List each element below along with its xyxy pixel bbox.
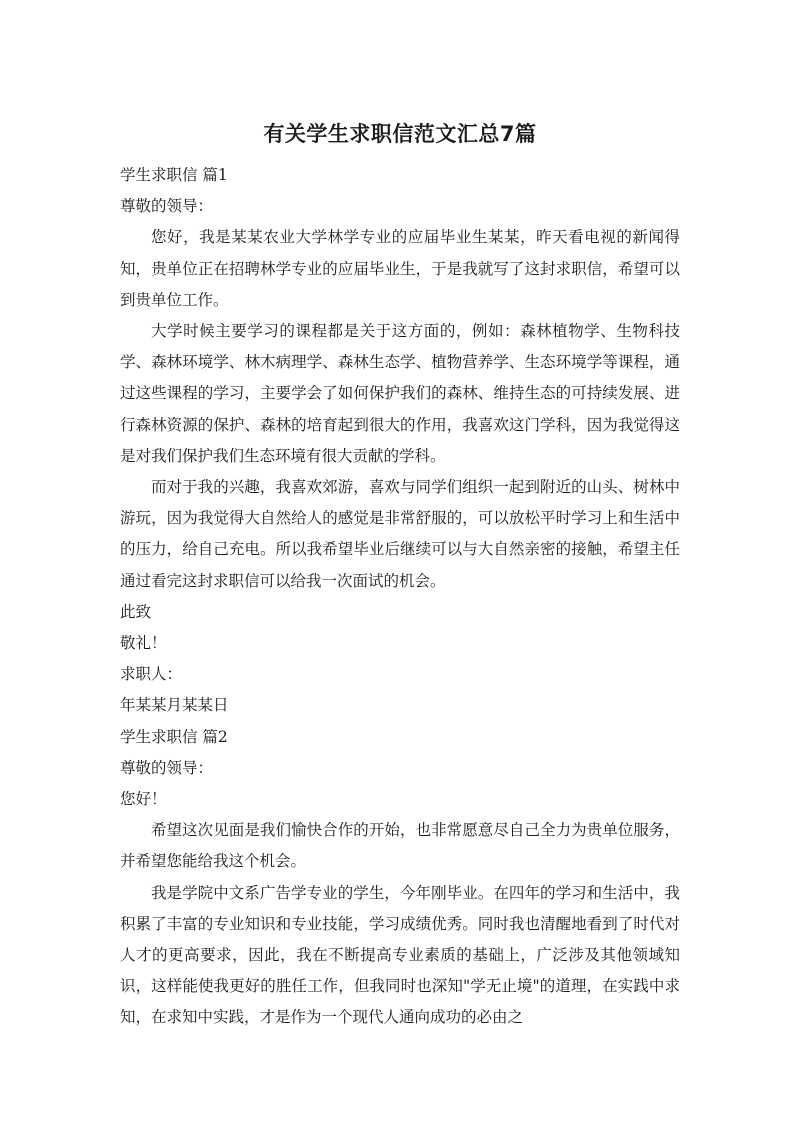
paragraph: 您好，我是某某农业大学林学专业的应届毕业生某某，昨天看电视的新闻得知，贵单位正在招聘林学专业的应届毕业生，于是我就写了这封求职信，希望可以到贵单位工作。 [120,228,680,309]
signature: 求职人： [120,665,183,684]
greeting: 您好！ [120,790,167,809]
regards: 敬礼！ [120,634,167,653]
paragraph: 我是学院中文系广告学专业的学生，今年刚毕业。在四年的学习和生活中，我积累了丰富的专业知识和专业技能，学习成绩优秀。同时我也清醒地看到了时代对人才的更高要求，因此，我在不断提高专业素质的基础上，广泛涉及其他领域知识，这样能使我更好的胜任工作，但我同时也深知"学无止境"的道理，在实践中求知，在求知中实践，才是作为一个现代人通向成功的必由之 [120,883,680,1027]
document-title: 有关学生求职信范文汇总7篇 [263,122,537,146]
document-body [120,160,680,1034]
section-heading: 学生求职信 篇2 [120,727,228,746]
paragraph: 希望这次见面是我们愉快合作的开始，也非常愿意尽自己全力为贵单位服务，并希望您能给我这个机会。 [120,821,680,871]
paragraph: 大学时候主要学习的课程都是关于这方面的，例如：森林植物学、生物科技学、森林环境学、林木病理学、森林生态学、植物营养学、生态环境学等课程，通过这些课程的学习，主要学会了如何保护我们的森林、维持生态的可持续发展、进行森林资源的保护、森林的培育起到很大的作用，我喜欢这门学科，因为我觉得这是对我们保护我们生态环境有很大贡献的学科。 [120,322,680,465]
paragraph: 而对于我的兴趣，我喜欢郊游，喜欢与同学们组织一起到附近的山头、树林中游玩，因为我觉得大自然给人的感觉是非常舒服的，可以放松平时学习上和生活中的压力，给自己充电。所以我希望毕业后继续可以与大自然亲密的接触，希望主任通过看完这封求职信可以给我一次面试的机会。 [120,478,680,590]
salutation: 尊敬的领导： [120,197,214,216]
section-heading: 学生求职信 篇1 [120,166,228,184]
date: 年某某月某某日 [120,696,229,715]
closing: 此致 [120,602,152,621]
salutation: 尊敬的领导： [120,758,214,777]
